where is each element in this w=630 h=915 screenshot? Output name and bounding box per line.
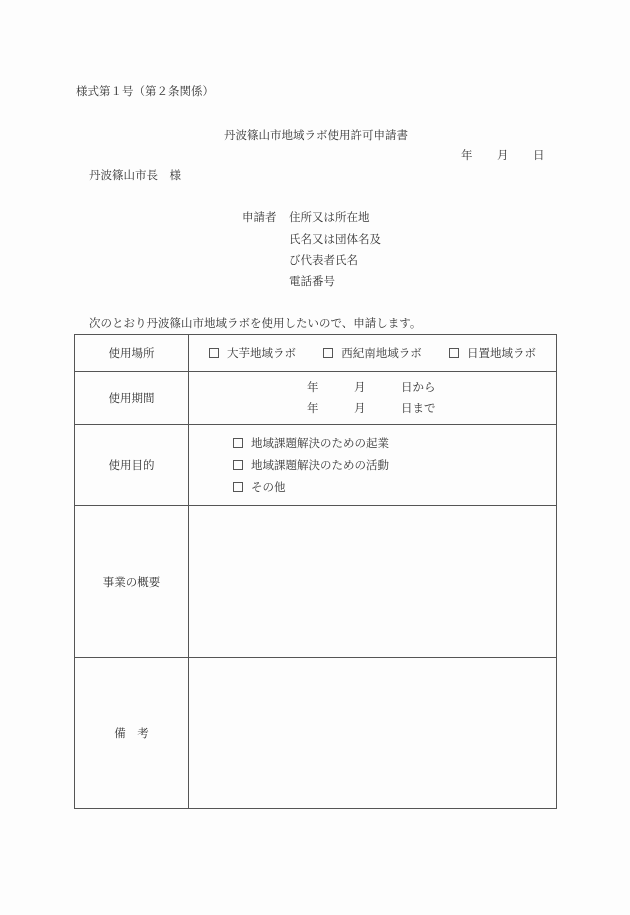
document-title: 丹波篠山市地域ラボ使用許可申請書	[224, 128, 408, 142]
place-option-hioki[interactable]: 日置地域ラボ	[449, 345, 536, 361]
place-option-nishiki-minami[interactable]: 西紀南地域ラボ	[323, 345, 422, 361]
remarks-label: 備 考	[75, 658, 189, 809]
row-purpose	[75, 425, 557, 506]
remarks-field[interactable]	[189, 658, 557, 809]
applicant-name-field[interactable]: 氏名又は団体名及	[289, 232, 381, 246]
summary-field[interactable]	[189, 506, 557, 658]
place-option-oimo[interactable]: 大芋地域ラボ	[209, 345, 296, 361]
row-remarks	[75, 658, 557, 809]
purpose-option-startup[interactable]: 地域課題解決のための起業	[233, 432, 556, 454]
applicant-label: 申請者	[242, 210, 277, 224]
purpose-label: 使用目的	[75, 425, 189, 506]
applicant-phone-field[interactable]: 電話番号	[289, 274, 335, 288]
place-cell	[189, 335, 557, 372]
date-month-label: 月	[497, 148, 509, 162]
purpose-option-activity[interactable]: 地域課題解決のための活動	[233, 454, 556, 476]
checkbox-icon[interactable]	[209, 348, 219, 358]
place-label: 使用場所	[75, 335, 189, 372]
period-cell[interactable]	[189, 372, 557, 425]
applicant-address-field[interactable]: 住所又は所在地	[289, 210, 370, 224]
summary-label: 事業の概要	[75, 506, 189, 658]
date-year-label: 年	[461, 148, 473, 162]
checkbox-icon[interactable]	[233, 482, 243, 492]
applicant-name-field-cont: び代表者氏名	[289, 253, 358, 267]
intro-text: 次のとおり丹波篠山市地域ラボを使用したいので、申請します。	[89, 316, 422, 330]
period-to[interactable]: 年 月 日まで	[307, 401, 436, 415]
checkbox-icon[interactable]	[233, 460, 243, 470]
purpose-cell	[189, 425, 557, 506]
form-number: 様式第１号（第２条関係）	[76, 84, 214, 98]
row-place	[75, 335, 557, 372]
checkbox-icon[interactable]	[449, 348, 459, 358]
application-table	[74, 334, 557, 809]
date-day-label: 日	[533, 148, 545, 162]
row-summary	[75, 506, 557, 658]
period-from[interactable]: 年 月 日から	[307, 380, 436, 394]
addressee: 丹波篠山市長 様	[89, 168, 181, 182]
checkbox-icon[interactable]	[323, 348, 333, 358]
row-period	[75, 372, 557, 425]
purpose-option-other[interactable]: その他	[233, 476, 556, 498]
checkbox-icon[interactable]	[233, 438, 243, 448]
period-label: 使用期間	[75, 372, 189, 425]
